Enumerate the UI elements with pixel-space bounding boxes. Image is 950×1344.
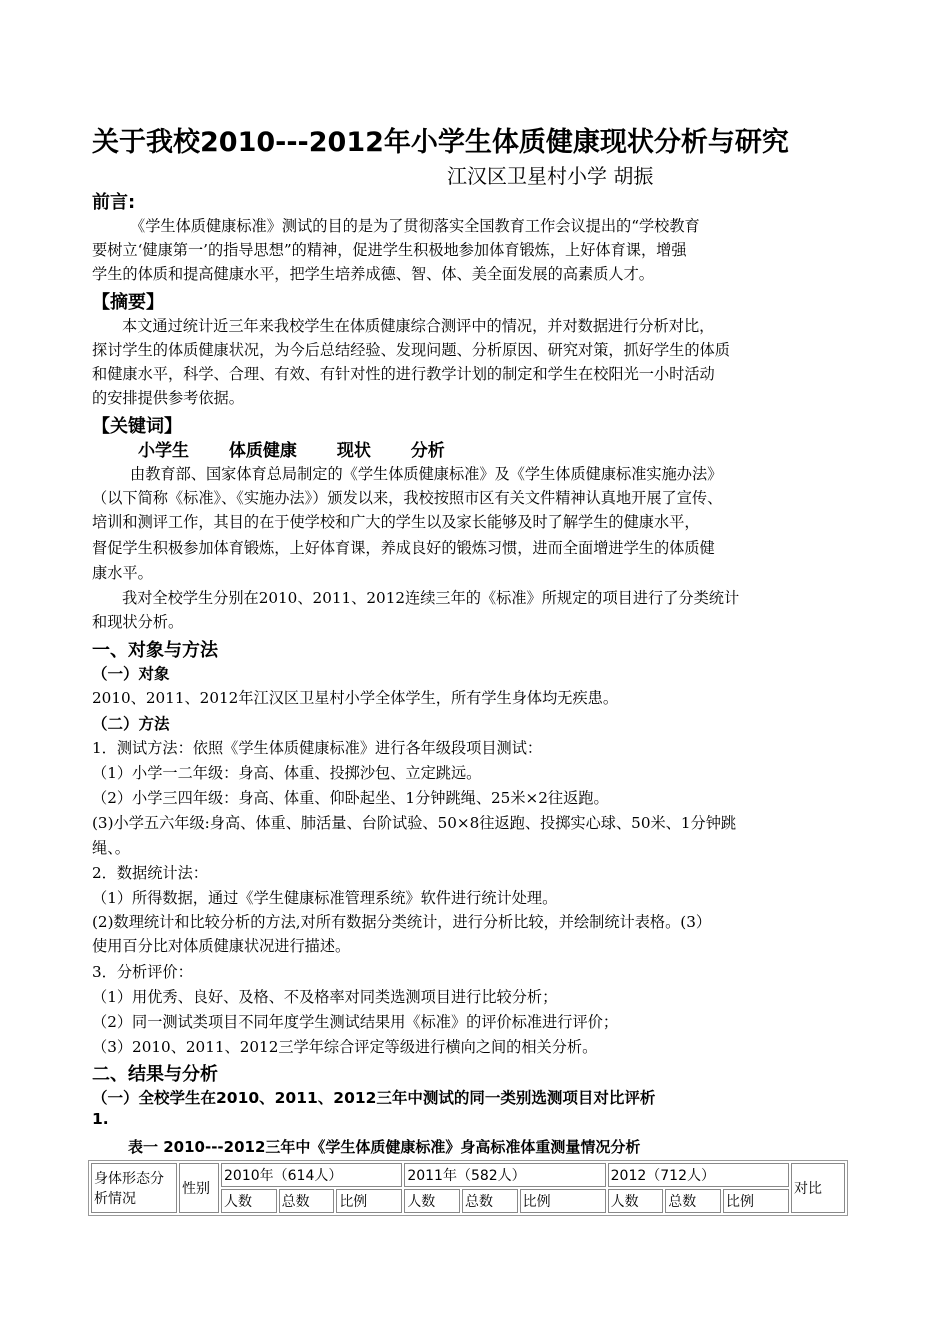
table-subheader-cell: 比例	[336, 1189, 402, 1213]
keyword: 现状	[336, 441, 371, 461]
data-table	[88, 1160, 848, 1216]
intro-line: 康水平。	[92, 564, 153, 582]
abstract-heading: 【摘要】	[92, 292, 164, 313]
table-header-cell: 2011年（582人）	[404, 1163, 605, 1187]
table-subheader-cell: 比例	[520, 1189, 606, 1213]
method-line: 3．分析评价：	[92, 963, 193, 981]
keywords-list	[138, 436, 479, 461]
preface-line: 《学生体质健康标准》测试的目的是为了贯彻落实全国教育工作会议提出的“学校教育	[130, 217, 700, 235]
table-subheader-cell: 总数	[462, 1189, 518, 1213]
method-line: 使用百分比对体质健康状况进行描述。	[92, 937, 351, 955]
table-header-cell: 性别	[179, 1163, 219, 1213]
table-subheader-cell: 总数	[279, 1189, 335, 1213]
table-subheader-cell: 人数	[221, 1189, 277, 1213]
method-line: (3)小学五六年级:身高、体重、肺活量、台阶试验、50×8往返跑、投掷实心球、50米、1分钟跳	[92, 814, 737, 832]
section1-sub1-text: 2010、2011、2012年江汉区卫星村小学全体学生，所有学生身体均无疾患。	[92, 689, 619, 707]
keyword: 分析	[410, 441, 445, 461]
table-header-cell: 对比	[791, 1163, 845, 1213]
method-line: 绳、。	[92, 839, 130, 857]
author-line: 江汉区卫星村小学 胡振	[447, 164, 654, 188]
preface-heading: 前言:	[92, 192, 136, 213]
intro-line: 我对全校学生分别在2010、2011、2012连续三年的《标准》所规定的项目进行了分类统计	[122, 589, 740, 607]
intro-line: 由教育部、国家体育总局制定的《学生体质健康标准》及《学生体质健康标准实施办法》	[130, 465, 723, 483]
method-line: （1）所得数据，通过《学生健康标准管理系统》软件进行统计处理。	[92, 889, 558, 907]
table-caption: 表一 2010---2012三年中《学生体质健康标准》身高标准体重测量情况分析	[128, 1138, 641, 1156]
table-subheader-cell: 比例	[723, 1189, 789, 1213]
preface-line: 要树立‘健康第一’的指导思想”的精神，促进学生积极地参加体育锻炼，上好体育课，增强	[92, 241, 687, 259]
intro-line: 督促学生积极参加体育锻炼，上好体育课，养成良好的锻炼习惯，进而全面增进学生的体质健	[92, 539, 715, 557]
method-line: （1）小学一二年级：身高、体重、投掷沙包、立定跳远。	[92, 764, 482, 782]
intro-line: 培训和测评工作，其目的在于使学校和广大的学生以及家长能够及时了解学生的健康水平，	[92, 513, 700, 531]
abstract-line: 本文通过统计近三年来我校学生在体质健康综合测评中的情况，并对数据进行分析对比，	[122, 317, 715, 335]
section2-heading: 二、结果与分析	[92, 1064, 218, 1085]
method-line: （2）小学三四年级：身高、体重、仰卧起坐、1分钟跳绳、25米×2往返跑。	[92, 789, 609, 807]
intro-line: 和现状分析。	[92, 613, 184, 631]
section1-heading: 一、对象与方法	[92, 640, 218, 661]
section1-sub1: （一）对象	[92, 665, 170, 683]
method-line: (2)数理统计和比较分析的方法,对所有数据分类统计，进行分析比较，并绘制统计表格。(3）	[92, 913, 712, 931]
table-subheader-cell: 总数	[665, 1189, 721, 1213]
keyword: 小学生	[138, 441, 189, 461]
method-line: 2．数据统计法：	[92, 864, 208, 882]
preface-line: 学生的体质和提高健康水平，把学生培养成德、智、体、美全面发展的高素质人才。	[92, 265, 654, 283]
abstract-line: 和健康水平，科学、合理、有效、有针对性的进行教学计划的制定和学生在校阳光一小时活动	[92, 365, 715, 383]
keyword: 体质健康	[228, 441, 297, 461]
intro-line: （以下简称《标准》、《实施办法》）颁发以来，我校按照市区有关文件精神认真地开展了宣传、	[92, 489, 723, 507]
method-line: 1．测试方法：依照《学生体质健康标准》进行各年级段项目测试：	[92, 739, 543, 757]
section1-sub2: （二）方法	[92, 715, 170, 733]
document-title: 关于我校2010---2012年小学生体质健康现状分析与研究	[92, 127, 789, 158]
table-subheader-cell: 人数	[608, 1189, 664, 1213]
method-line: （2）同一测试类项目不同年度学生测试结果用《标准》的评价标准进行评价；	[92, 1013, 619, 1031]
table-header-cell: 2012（712人）	[608, 1163, 789, 1187]
table-header-row	[91, 1163, 845, 1187]
section2-number: 1.	[92, 1110, 109, 1128]
abstract-line: 的安排提供参考依据。	[92, 389, 244, 407]
section2-sub1: （一）全校学生在2010、2011、2012三年中测试的同一类别选测项目对比评析	[92, 1089, 656, 1107]
method-line: （3）2010、2011、2012三学年综合评定等级进行横向之间的相关分析。	[92, 1038, 598, 1056]
method-line: （1）用优秀、良好、及格、不及格率对同类选测项目进行比较分析；	[92, 988, 558, 1006]
keywords-heading: 【关键词】	[92, 416, 182, 437]
table-header-cell: 2010年（614人）	[221, 1163, 402, 1187]
table-subheader-cell: 人数	[404, 1189, 460, 1213]
table-header-cell: 身体形态分析情况	[91, 1163, 177, 1213]
abstract-line: 探讨学生的体质健康状况，为今后总结经验、发现问题、分析原因、研究对策，抓好学生的体质	[92, 341, 730, 359]
